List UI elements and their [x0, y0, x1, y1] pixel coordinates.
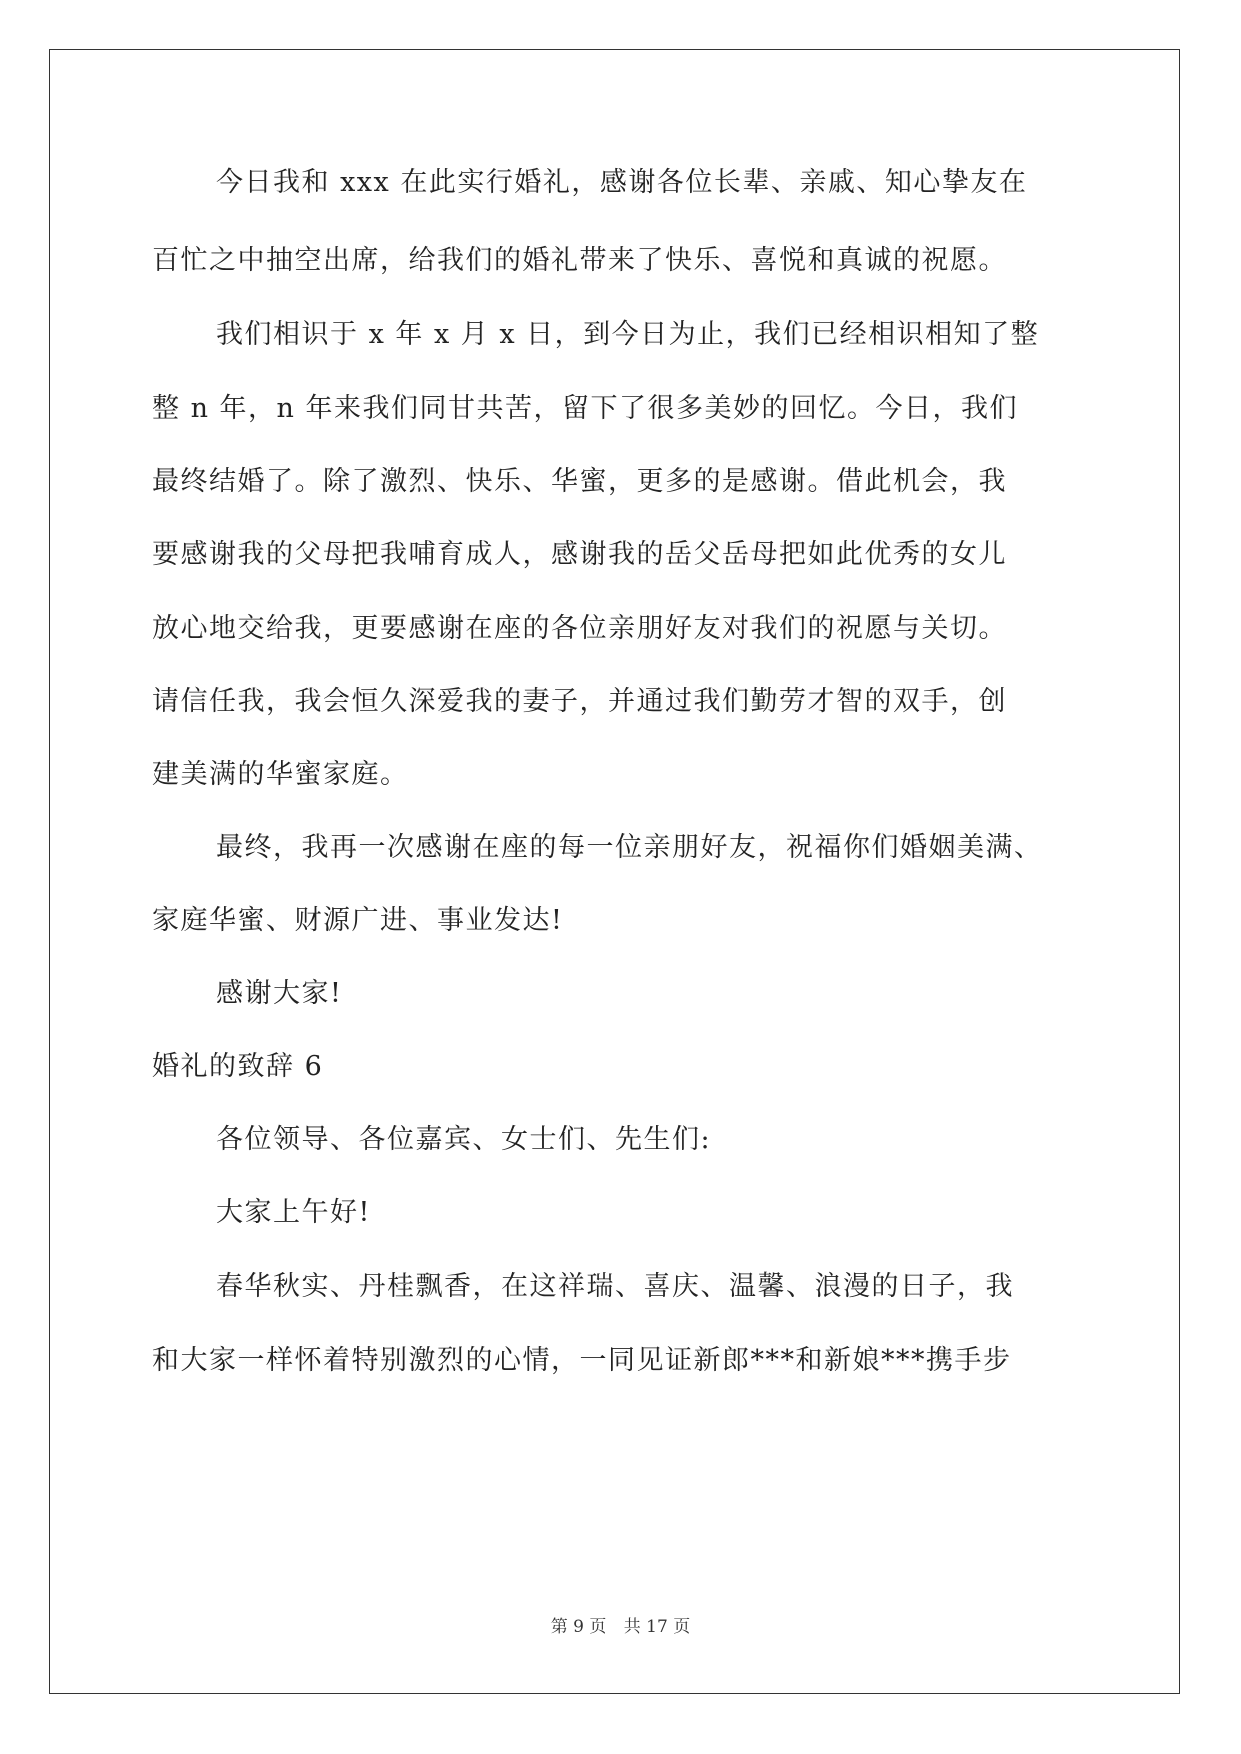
paragraph-3-line-2: 家庭华蜜、财源广进、事业发达!: [152, 905, 564, 936]
section-heading: 婚礼的致辞 6: [152, 1051, 324, 1082]
paragraph-2-line-1: 我们相识于 x 年 x 月 x 日，到今日为止，我们已经相识相知了整: [216, 319, 1040, 350]
paragraph-8-line-1: 春华秋实、丹桂飘香，在这祥瑞、喜庆、温馨、浪漫的日子，我: [216, 1271, 1014, 1302]
paragraph-2-line-5: 放心地交给我，更要感谢在座的各位亲朋好友对我们的祝愿与关切。: [152, 613, 1007, 644]
page-number: 第 9 页: [550, 1617, 607, 1637]
greeting: 大家上午好!: [216, 1197, 371, 1228]
paragraph-2-line-6: 请信任我，我会恒久深爱我的妻子，并通过我们勤劳才智的双手，创: [152, 686, 1007, 717]
page-border: [49, 49, 1180, 1694]
paragraph-2-line-7: 建美满的华蜜家庭。: [152, 759, 409, 790]
paragraph-2-line-4: 要感谢我的父母把我哺育成人，感谢我的岳父岳母把如此优秀的女儿: [152, 539, 1007, 570]
salutation: 各位领导、各位嘉宾、女士们、先生们:: [216, 1124, 712, 1155]
total-pages: 共 17 页: [623, 1617, 691, 1637]
paragraph-8-line-2: 和大家一样怀着特别激烈的心情，一同见证新郎***和新娘***携手步: [152, 1345, 1012, 1376]
paragraph-2-line-3: 最终结婚了。除了激烈、快乐、华蜜，更多的是感谢。借此机会，我: [152, 466, 1007, 497]
paragraph-1-line-1: 今日我和 xxx 在此实行婚礼，感谢各位长辈、亲戚、知心挚友在: [216, 167, 1028, 198]
page-footer: [0, 1617, 1241, 1637]
paragraph-1-line-2: 百忙之中抽空出席，给我们的婚礼带来了快乐、喜悦和真诚的祝愿。: [152, 245, 1007, 276]
paragraph-3-line-1: 最终，我再一次感谢在座的每一位亲朋好友，祝福你们婚姻美满、: [216, 832, 1043, 863]
paragraph-2-line-2: 整 n 年，n 年来我们同甘共苦，留下了很多美妙的回忆。今日，我们: [152, 393, 1019, 424]
closing-thanks: 感谢大家!: [216, 978, 343, 1009]
